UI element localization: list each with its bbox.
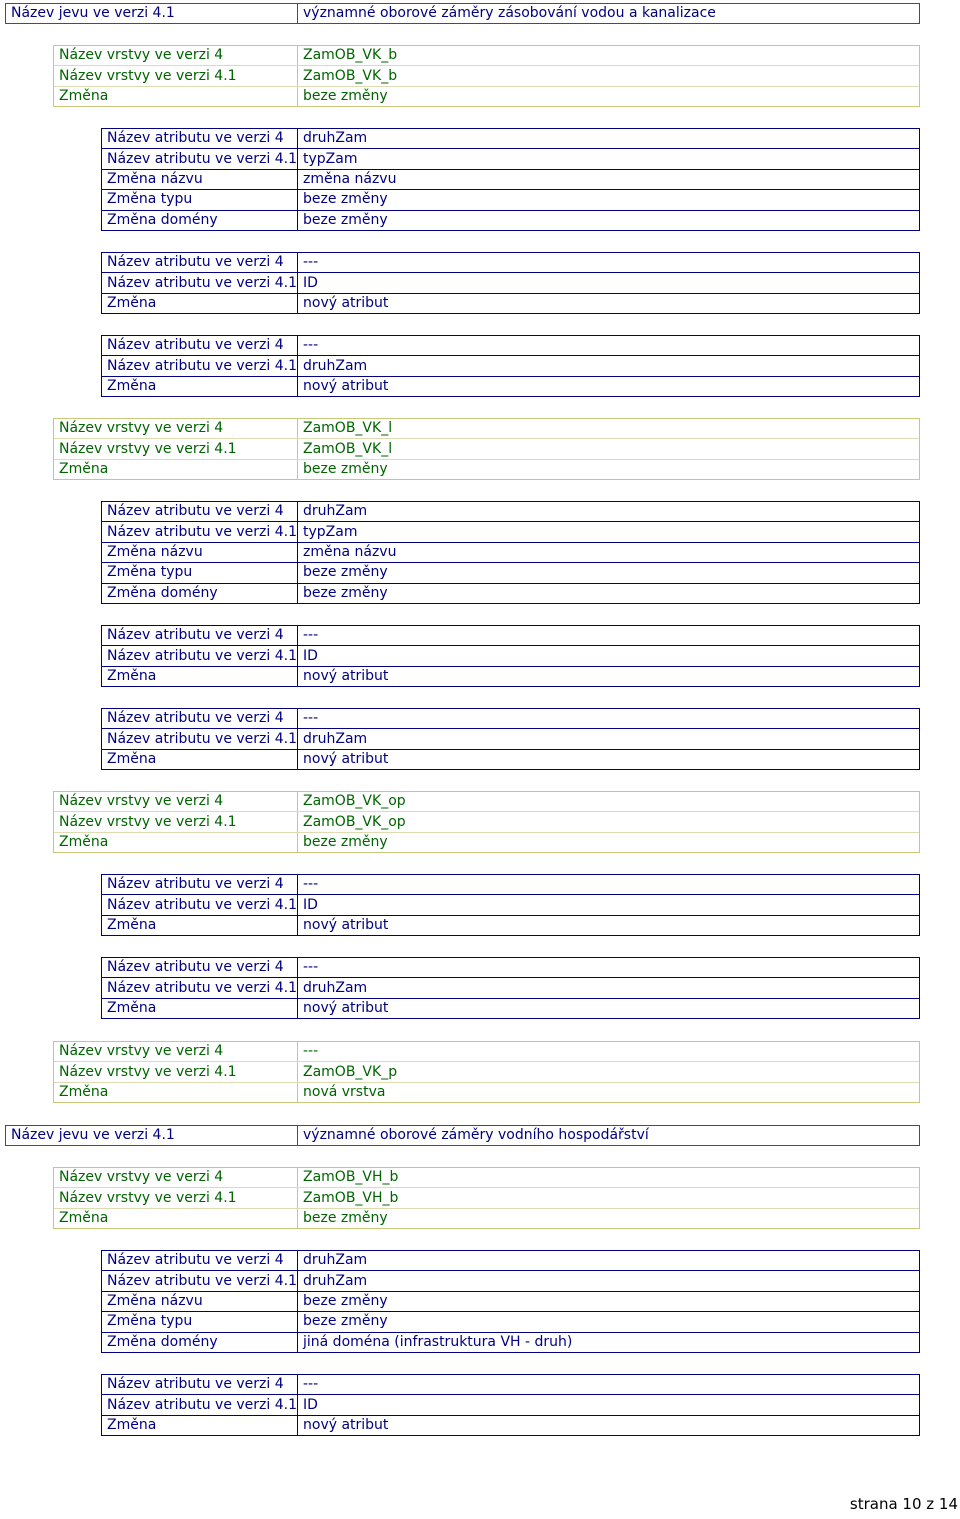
row-key: Změna <box>54 459 298 479</box>
table-row <box>102 1271 919 1291</box>
row-value: beze změny <box>303 1209 388 1226</box>
row-key: Název atributu ve verzi 4 <box>102 1375 298 1395</box>
table-row <box>6 1126 919 1145</box>
row-value: druhZam <box>298 1271 920 1291</box>
table-row <box>102 1395 919 1415</box>
row-value: ID <box>298 1395 920 1415</box>
table-row <box>54 419 919 439</box>
row-value: ID <box>298 646 920 666</box>
row-value: ID <box>298 273 920 293</box>
table-row <box>102 1375 919 1395</box>
row-value: druhZam <box>298 356 920 376</box>
row-key: Název vrstvy ve verzi 4 <box>54 792 298 812</box>
row-value: --- <box>298 253 920 273</box>
row-key: Název vrstvy ve verzi 4.1 <box>54 439 298 459</box>
row-value: typZam <box>298 522 920 542</box>
row-value: nový atribut <box>303 377 389 394</box>
table-row <box>102 356 919 376</box>
table-row <box>102 1312 919 1332</box>
row-value: druhZam <box>298 502 920 522</box>
table-row <box>102 1332 919 1352</box>
table-row <box>102 129 919 149</box>
row-key: Název atributu ve verzi 4.1 <box>102 522 298 542</box>
page-number: strana 10 z 14 <box>849 1495 958 1513</box>
row-key: Změna <box>102 749 298 769</box>
table-row <box>102 958 919 978</box>
layer-block <box>53 791 920 853</box>
row-key: Název atributu ve verzi 4 <box>102 875 298 895</box>
row-value: druhZam <box>298 978 920 998</box>
row-key: Název vrstvy ve verzi 4 <box>54 46 298 66</box>
row-value: ZamOB_VK_b <box>298 46 920 66</box>
row-value: ID <box>298 895 920 915</box>
table-row <box>102 1291 919 1311</box>
row-value: ZamOB_VH_b <box>298 1168 920 1188</box>
row-value: ZamOB_VK_b <box>298 66 920 86</box>
table-row <box>102 502 919 522</box>
table-row <box>102 646 919 666</box>
row-value: --- <box>298 1375 920 1395</box>
row-value: významné oborové záměry vodního hospodářství <box>303 1127 649 1144</box>
row-value: nový atribut <box>303 750 389 767</box>
row-value: ZamOB_VK_op <box>298 792 920 812</box>
table-row <box>6 4 919 23</box>
table-row <box>54 1082 919 1102</box>
row-value: nový atribut <box>303 999 389 1016</box>
row-key: Název atributu ve verzi 4.1 <box>102 1271 298 1291</box>
row-key: Změna <box>102 666 298 686</box>
row-key: Změna názvu <box>102 1291 298 1311</box>
table-row <box>102 749 919 769</box>
row-value: --- <box>298 709 920 729</box>
row-key: Název vrstvy ve verzi 4.1 <box>54 66 298 86</box>
row-key: Změna typu <box>102 190 298 210</box>
table-row <box>102 915 919 935</box>
table-row <box>102 253 919 273</box>
table-row <box>54 439 919 459</box>
attribute-block <box>101 501 920 604</box>
attribute-block <box>101 874 920 936</box>
row-key: Název atributu ve verzi 4 <box>102 253 298 273</box>
table-row <box>102 190 919 210</box>
row-value: ZamOB_VK_l <box>298 439 920 459</box>
row-key: Název vrstvy ve verzi 4.1 <box>54 812 298 832</box>
table-row <box>54 1062 919 1082</box>
table-row <box>102 626 919 646</box>
table-row <box>102 336 919 356</box>
table-row <box>102 729 919 749</box>
layer-block <box>53 1167 920 1229</box>
row-value: nový atribut <box>303 294 389 311</box>
table-row <box>102 542 919 562</box>
table-row <box>54 46 919 66</box>
table-row <box>102 169 919 189</box>
row-value: typZam <box>298 149 920 169</box>
table-row <box>54 459 919 479</box>
layer-block <box>53 1041 920 1103</box>
table-row <box>54 1042 919 1062</box>
row-value: beze změny <box>303 87 388 104</box>
row-key: Název atributu ve verzi 4.1 <box>102 978 298 998</box>
table-row <box>102 376 919 396</box>
row-key: Název atributu ve verzi 4.1 <box>102 1395 298 1415</box>
table-row <box>54 1168 919 1188</box>
table-row <box>54 792 919 812</box>
row-value: beze změny <box>303 211 388 228</box>
row-key: Změna domény <box>102 583 298 603</box>
attribute-block <box>101 1250 920 1353</box>
row-key: Název atributu ve verzi 4 <box>102 502 298 522</box>
table-row <box>102 293 919 313</box>
row-key: Název atributu ve verzi 4 <box>102 336 298 356</box>
row-value: --- <box>298 336 920 356</box>
row-key: Název vrstvy ve verzi 4 <box>54 1042 298 1062</box>
row-key: Název atributu ve verzi 4 <box>102 129 298 149</box>
row-key: Změna názvu <box>102 169 298 189</box>
table-row <box>102 895 919 915</box>
table-row <box>102 998 919 1018</box>
attribute-block <box>101 708 920 770</box>
table-row <box>102 149 919 169</box>
attribute-block <box>101 1374 920 1436</box>
row-value: ZamOB_VH_b <box>298 1188 920 1208</box>
row-key: Změna <box>102 998 298 1018</box>
row-value: --- <box>298 626 920 646</box>
row-key: Změna názvu <box>102 542 298 562</box>
row-value: beze změny <box>303 833 388 850</box>
row-value: beze změny <box>298 1312 920 1332</box>
row-value: ZamOB_VK_l <box>298 419 920 439</box>
row-key: Název atributu ve verzi 4.1 <box>102 273 298 293</box>
table-row <box>102 709 919 729</box>
row-key: Název atributu ve verzi 4 <box>102 1251 298 1271</box>
row-key: Název jevu ve verzi 4.1 <box>6 1126 298 1145</box>
attribute-block <box>101 625 920 687</box>
row-value: změna názvu <box>298 542 920 562</box>
row-value: ZamOB_VK_op <box>298 812 920 832</box>
layer-block <box>53 45 920 107</box>
table-row <box>102 875 919 895</box>
row-key: Název atributu ve verzi 4 <box>102 626 298 646</box>
table-row <box>102 1415 919 1435</box>
row-value: změna názvu <box>298 169 920 189</box>
row-value: nový atribut <box>303 667 389 684</box>
layer-block <box>53 418 920 480</box>
row-value: druhZam <box>298 729 920 749</box>
row-value: beze změny <box>303 584 388 601</box>
table-row <box>102 978 919 998</box>
row-key: Změna <box>102 915 298 935</box>
row-value: --- <box>298 958 920 978</box>
row-value: druhZam <box>298 1251 920 1271</box>
row-key: Název vrstvy ve verzi 4.1 <box>54 1188 298 1208</box>
row-key: Název atributu ve verzi 4.1 <box>102 149 298 169</box>
attribute-block <box>101 957 920 1019</box>
row-key: Změna domény <box>102 210 298 230</box>
attribute-block <box>101 252 920 314</box>
table-row <box>102 563 919 583</box>
row-key: Název vrstvy ve verzi 4.1 <box>54 1062 298 1082</box>
row-value: nový atribut <box>303 1416 389 1433</box>
row-value: druhZam <box>298 129 920 149</box>
row-value: beze změny <box>303 460 388 477</box>
table-row <box>54 66 919 86</box>
attribute-block <box>101 335 920 397</box>
row-key: Změna <box>102 376 298 396</box>
theme-block <box>5 1125 920 1146</box>
table-row <box>54 86 919 106</box>
row-key: Změna <box>54 832 298 852</box>
row-value: nová vrstva <box>303 1083 386 1100</box>
row-key: Název atributu ve verzi 4 <box>102 709 298 729</box>
table-row <box>102 666 919 686</box>
row-key: Název vrstvy ve verzi 4 <box>54 419 298 439</box>
table-row <box>54 1208 919 1228</box>
attribute-block <box>101 128 920 231</box>
row-key: Název atributu ve verzi 4.1 <box>102 895 298 915</box>
table-row <box>102 273 919 293</box>
row-value: jiná doména (infrastruktura VH - druh) <box>303 1333 573 1350</box>
row-key: Název jevu ve verzi 4.1 <box>6 4 298 23</box>
row-value: --- <box>298 1042 920 1062</box>
table-row <box>54 1188 919 1208</box>
row-key: Název atributu ve verzi 4.1 <box>102 646 298 666</box>
row-key: Název atributu ve verzi 4 <box>102 958 298 978</box>
table-row <box>102 583 919 603</box>
row-key: Změna typu <box>102 1312 298 1332</box>
row-key: Změna <box>54 86 298 106</box>
row-value: beze změny <box>298 1291 920 1311</box>
row-key: Název atributu ve verzi 4.1 <box>102 356 298 376</box>
table-row <box>102 522 919 542</box>
row-value: --- <box>298 875 920 895</box>
row-key: Změna <box>102 293 298 313</box>
row-key: Název vrstvy ve verzi 4 <box>54 1168 298 1188</box>
table-row <box>54 832 919 852</box>
row-key: Změna typu <box>102 563 298 583</box>
table-row <box>54 812 919 832</box>
row-value: ZamOB_VK_p <box>298 1062 920 1082</box>
row-value: nový atribut <box>303 916 389 933</box>
row-value: beze změny <box>298 190 920 210</box>
row-value: významné oborové záměry zásobování vodou a kanalizace <box>303 5 716 22</box>
row-key: Změna <box>54 1082 298 1102</box>
row-key: Změna <box>102 1415 298 1435</box>
row-key: Změna <box>54 1208 298 1228</box>
theme-block <box>5 3 920 24</box>
row-key: Změna domény <box>102 1332 298 1352</box>
row-value: beze změny <box>298 563 920 583</box>
table-row <box>102 210 919 230</box>
row-key: Název atributu ve verzi 4.1 <box>102 729 298 749</box>
table-row <box>102 1251 919 1271</box>
